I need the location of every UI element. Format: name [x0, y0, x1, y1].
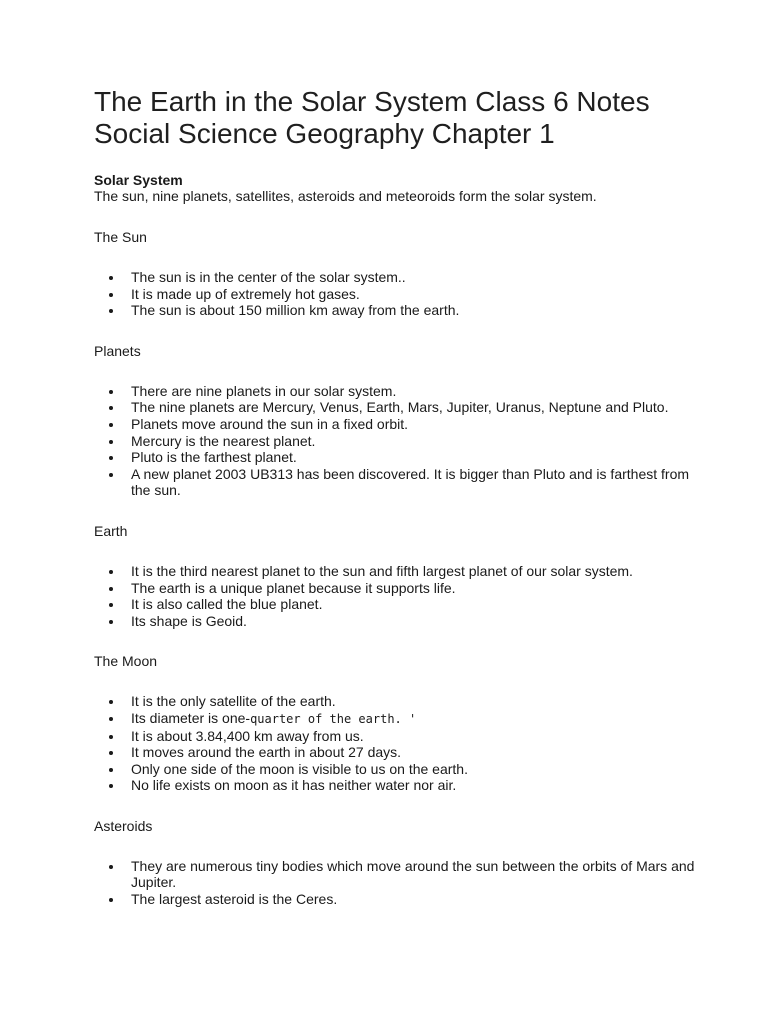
list-item: It is the only satellite of the earth. [131, 693, 708, 710]
section-heading-earth: Earth [94, 522, 128, 539]
list-item: The sun is in the center of the solar system.. [131, 269, 708, 286]
list-item: Pluto is the farthest planet. [131, 449, 708, 466]
moon-list [94, 693, 708, 794]
bullet-icon [109, 456, 113, 460]
document-title-line-2: Social Science Geography Chapter 1 [94, 118, 555, 149]
sun-list [94, 269, 708, 319]
bullet-icon [109, 751, 113, 755]
document-title-line-1: The Earth in the Solar System Class 6 Notes [94, 86, 650, 117]
earth-list [94, 563, 708, 629]
diameter-suffix: quarter of the earth. ' [250, 711, 417, 726]
list-item: Only one side of the moon is visible to us on the earth. [131, 761, 708, 778]
document-title [94, 86, 708, 150]
list-item: The earth is a unique planet because it supports life. [131, 580, 708, 597]
bullet-icon [109, 390, 113, 394]
bullet-icon [109, 293, 113, 297]
bullet-icon [109, 717, 113, 721]
bullet-icon [109, 700, 113, 704]
solar-system-intro: The sun, nine planets, satellites, asteroids and meteoroids form the solar system. [94, 188, 597, 204]
bullet-icon [109, 865, 113, 869]
section-heading-planets: Planets [94, 342, 141, 359]
list-item: It is about 3.84,400 km away from us. [131, 728, 708, 745]
bullet-icon [109, 570, 113, 574]
list-item: It is made up of extremely hot gases. [131, 286, 708, 303]
list-item: There are nine planets in our solar system. [131, 383, 708, 400]
list-item: The nine planets are Mercury, Venus, Earth, Mars, Jupiter, Uranus, Neptune and Pluto. [131, 399, 708, 416]
section-heading-asteroids: Asteroids [94, 817, 153, 834]
list-item: The sun is about 150 million km away from the earth. [131, 302, 708, 319]
list-item: Planets move around the sun in a fixed orbit. [131, 416, 708, 433]
bullet-icon [109, 276, 113, 280]
list-item: The largest asteroid is the Ceres. [131, 891, 708, 908]
bullet-icon [109, 440, 113, 444]
bullet-icon [109, 784, 113, 788]
bullet-icon [109, 423, 113, 427]
list-item: Its diameter is one-quarter of the earth. ' [131, 710, 708, 728]
bullet-icon [109, 406, 113, 410]
bullet-icon [109, 898, 113, 902]
bullet-icon [109, 735, 113, 739]
asteroids-list [94, 858, 708, 908]
planets-list [94, 383, 708, 499]
list-item: It moves around the earth in about 27 days. [131, 744, 708, 761]
bullet-icon [109, 603, 113, 607]
section-heading-sun: The Sun [94, 229, 147, 245]
list-item: They are numerous tiny bodies which move around the sun between the orbits of Mars and Jupiter. [131, 858, 708, 891]
list-item: It is also called the blue planet. [131, 596, 708, 613]
list-item: No life exists on moon as it has neither water nor air. [131, 777, 708, 794]
list-item: A new planet 2003 UB313 has been discovered. It is bigger than Pluto and is farthest from the sun. [131, 466, 708, 499]
bullet-icon [109, 768, 113, 772]
bullet-icon [109, 309, 113, 313]
bullet-icon [109, 473, 113, 477]
section-heading-moon: The Moon [94, 653, 158, 670]
list-item: Mercury is the nearest planet. [131, 433, 708, 450]
solar-system-heading: Solar System [94, 172, 183, 188]
bullet-icon [109, 620, 113, 624]
list-item: It is the third nearest planet to the sun and fifth largest planet of our solar system. [131, 563, 708, 580]
list-item: Its shape is Geoid. [131, 613, 708, 630]
bullet-icon [109, 587, 113, 591]
